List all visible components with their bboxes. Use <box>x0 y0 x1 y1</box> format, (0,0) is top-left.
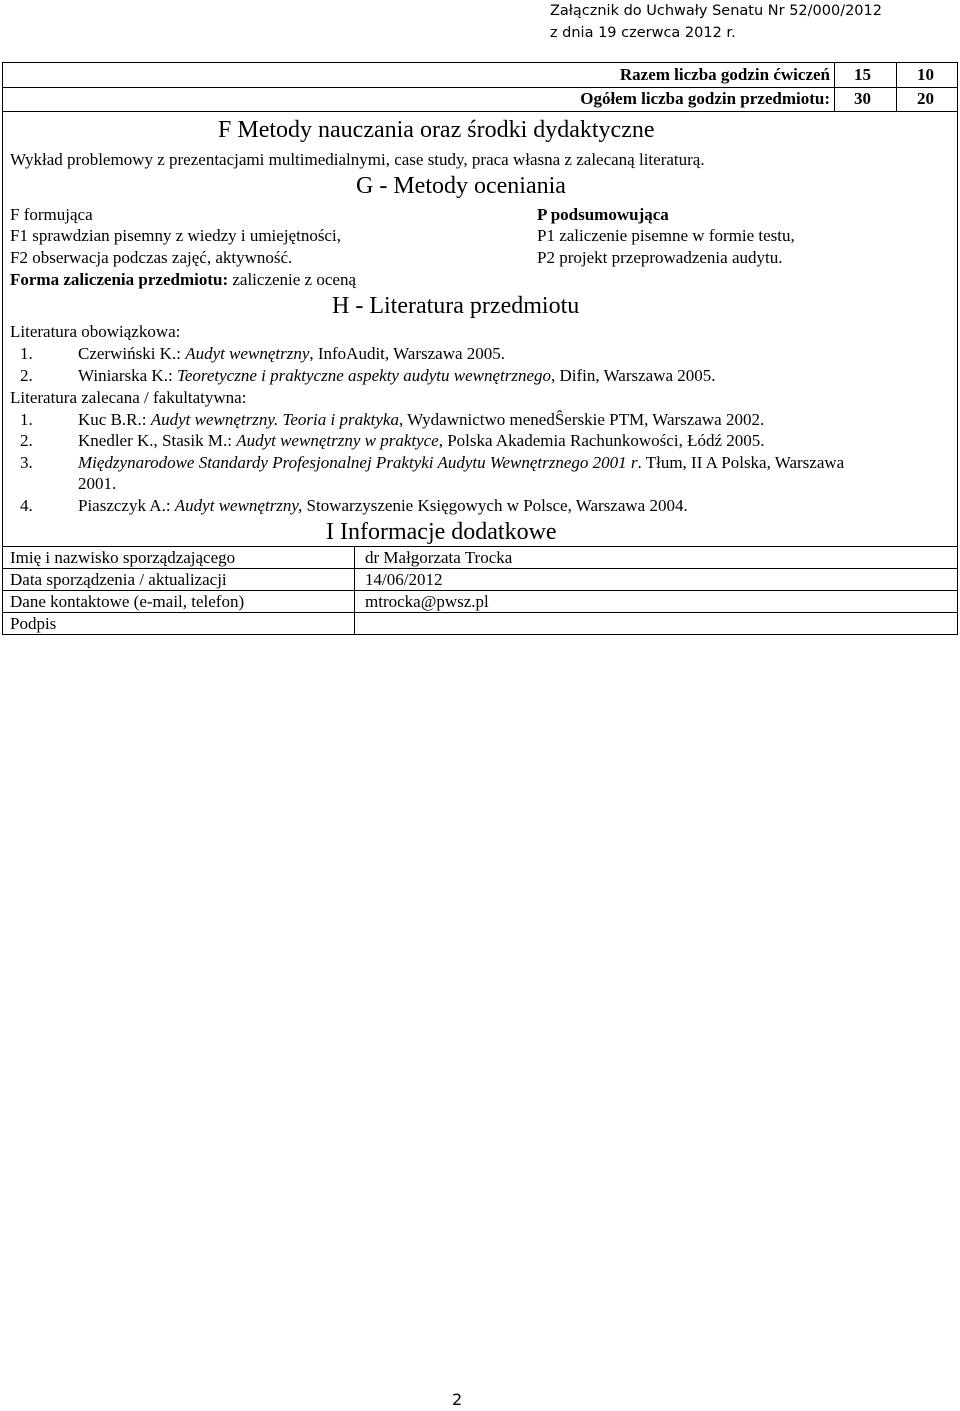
update-date-label: Data sporządzenia / aktualizacji <box>10 570 227 589</box>
list-item: 4. Piaszczyk A.: Audyt wewnętrzny, Stowarzyszenie Księgowych w Polsce, Warszawa 2004. <box>20 496 688 515</box>
preparer-label: Imię i nazwisko sporządzającego <box>10 548 236 567</box>
total-course-hours-label: Ogółem liczba godzin przedmiotu: <box>580 89 830 108</box>
preparer-value: dr Małgorzata Trocka <box>365 548 513 567</box>
update-date-value: 14/06/2012 <box>365 570 443 589</box>
document-header <box>550 0 882 44</box>
divider <box>2 546 958 547</box>
mandatory-literature-label: Literatura obowiązkowa: <box>10 322 181 341</box>
list-item: 2001. <box>78 474 117 493</box>
section-f-title: F Metody nauczania oraz środki dydaktyczne <box>218 117 655 143</box>
summative-item-p1: P1 zaliczenie pisemne w formie testu, <box>537 226 795 245</box>
divider <box>2 590 958 591</box>
list-item: 1. Czerwiński K.: Audyt wewnętrzny, InfoAudit, Warszawa 2005. <box>20 344 506 363</box>
assessment-form <box>10 270 356 290</box>
assessment-form-value: zaliczenie z oceną <box>228 270 356 289</box>
total-exercise-hours-part-time: 10 <box>917 65 934 84</box>
total-course-hours-part-time: 20 <box>917 89 934 108</box>
section-g-title: G - Metody oceniania <box>356 173 566 199</box>
summative-heading: P podsumowująca <box>537 205 669 224</box>
divider <box>834 62 835 111</box>
divider <box>2 612 958 613</box>
list-item: 2. Winiarska K.: Teoretyczne i praktyczne aspekty audytu wewnętrznego, Difin, Warszawa 2005. <box>20 366 716 385</box>
list-item: 1. Kuc B.R.: Audyt wewnętrzny. Teoria i praktyka, Wydawnictwo menedŜerskie PTM, Warszawa 2002. <box>20 410 765 429</box>
section-h-title: H - Literatura przedmiotu <box>332 293 580 319</box>
total-exercise-hours-full-time: 15 <box>854 65 871 84</box>
contact-label: Dane kontaktowe (e-mail, telefon) <box>10 592 245 611</box>
page-number: 2 <box>452 1390 463 1409</box>
divider <box>2 87 958 88</box>
formative-heading: F formująca <box>10 205 93 224</box>
list-item: 2. Knedler K., Stasik M.: Audyt wewnętrzny w praktyce, Polska Akademia Rachunkowości, Łódź 2005. <box>20 431 765 450</box>
resolution-date: z dnia 19 czerwca 2012 r. <box>549 25 736 41</box>
divider <box>896 62 897 111</box>
divider <box>2 111 958 112</box>
divider <box>2 568 958 569</box>
summative-item-p2: P2 projekt przeprowadzenia audytu. <box>537 248 783 267</box>
optional-literature-label: Literatura zalecana / fakultatywna: <box>10 388 247 407</box>
divider <box>354 546 355 635</box>
signature-label: Podpis <box>10 614 57 633</box>
teaching-methods-text: Wykład problemowy z prezentacjami multimedialnymi, case study, praca własna z zalecaną literaturą. <box>10 150 705 169</box>
total-course-hours-full-time: 30 <box>854 89 871 108</box>
contact-value: mtrocka@pwsz.pl <box>365 592 489 611</box>
total-exercise-hours-label: Razem liczba godzin ćwiczeń <box>619 65 830 84</box>
formative-item-f1: F1 sprawdzian pisemny z wiedzy i umiejętności, <box>10 226 341 245</box>
resolution-reference: Załącznik do Uchwały Senatu Nr 52/000/2012 <box>549 3 882 19</box>
assessment-form-label: Forma zaliczenia przedmiotu: <box>10 270 229 289</box>
section-i-title: I Informacje dodatkowe <box>326 519 557 545</box>
formative-item-f2: F2 obserwacja podczas zajęć, aktywność. <box>10 248 293 267</box>
list-item: 3. Międzynarodowe Standardy Profesjonalnej Praktyki Audytu Wewnętrznego 2001 r. Tłum, II A Polska, Warszawa <box>20 453 845 472</box>
